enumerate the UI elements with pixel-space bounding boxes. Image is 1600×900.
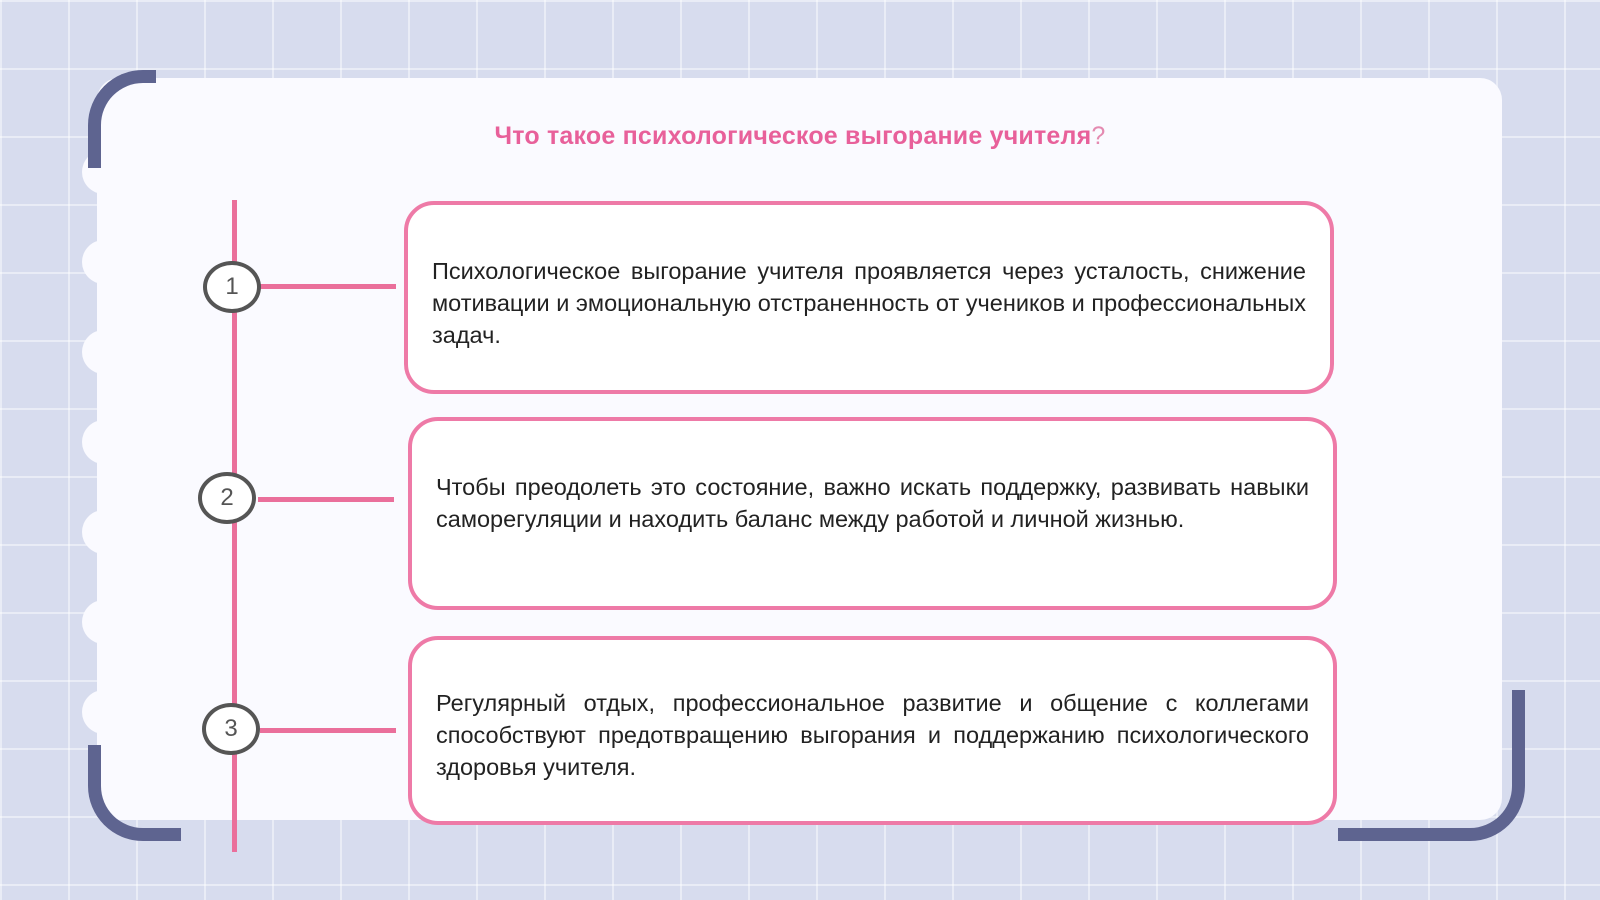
step-3-card [408,636,1337,825]
sheet-scallop [82,240,126,284]
sheet-scallop [82,420,126,464]
title-text: Что такое психологическое выгорание учителя [494,122,1092,150]
step-2-text: Чтобы преодолеть это состояние, важно искать поддержку, развивать навыки саморегуляции и находить баланс между работой и личной жизнью. [436,474,1309,532]
step-1-connector [260,284,396,289]
step-1-number-badge [203,261,261,313]
frame-corner-bottom-left [88,745,181,841]
step-1-text: Психологическое выгорание учителя проявляется через усталость, снижение мотивации и эмоциональную отстраненность от учеников и профессиональных задач. [432,258,1306,348]
step-3-connector [260,728,396,733]
step-2-card [408,417,1337,610]
frame-corner-top-left [88,70,156,168]
step-1-number: 1 [225,273,239,300]
frame-corner-bottom-right [1338,690,1525,841]
title-question-mark: ? [1091,122,1106,150]
slide-title [0,122,1600,151]
step-3-text: Регулярный отдых, профессиональное развитие и общение с коллегами способствуют предотвращению выгорания и поддержанию психологического здоровья учителя. [436,690,1309,780]
step-2-number-badge [198,472,256,524]
step-1-card [404,201,1334,394]
step-3-number-badge [202,703,260,755]
step-2-number: 2 [220,484,234,511]
sheet-scallop [82,690,126,734]
sheet-scallop [82,330,126,374]
step-2-connector [258,497,394,502]
sheet-scallop [82,510,126,554]
step-3-number: 3 [224,715,238,742]
sheet-scallop [82,600,126,644]
